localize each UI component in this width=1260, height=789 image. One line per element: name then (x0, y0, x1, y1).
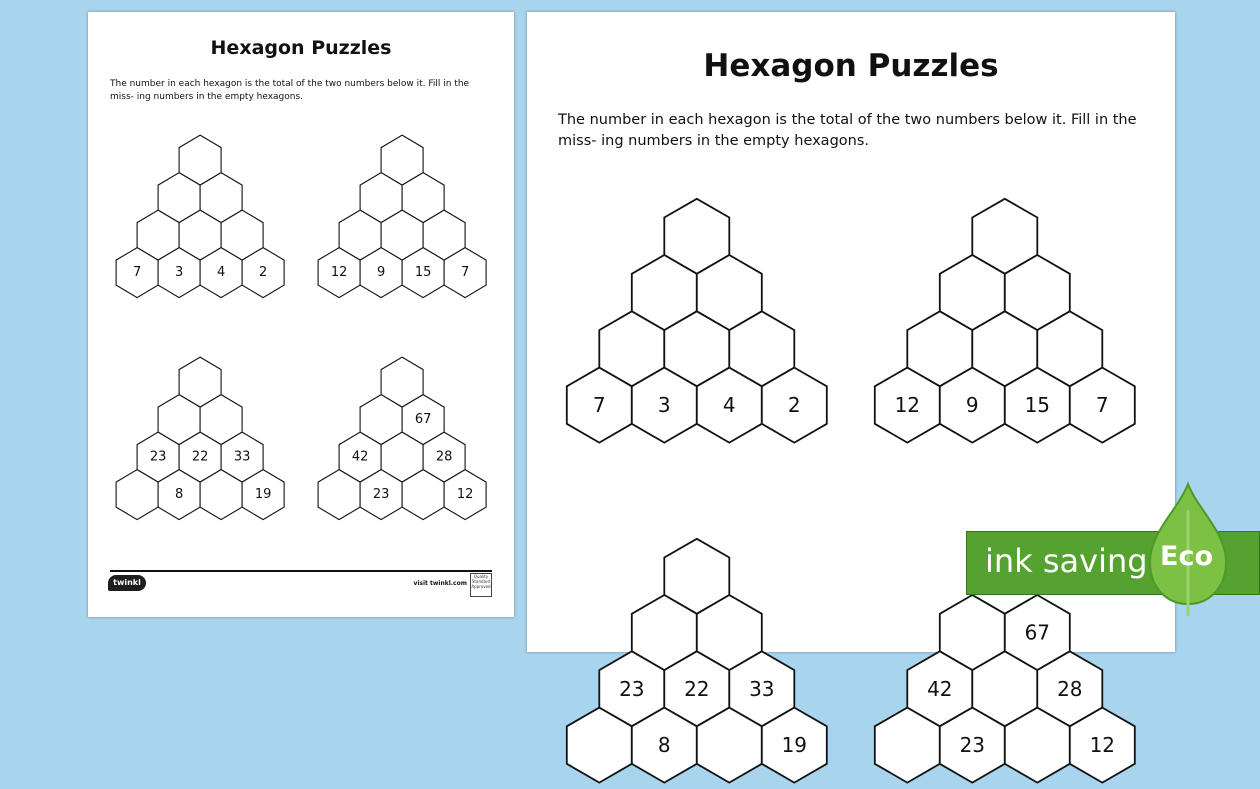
hexagon-value: 22 (191, 449, 209, 465)
hexagon-value: 33 (233, 449, 251, 465)
hexagon-value: 12 (1089, 733, 1116, 758)
hexagon-value: 28 (435, 449, 453, 465)
page-title: Hexagon Puzzles (210, 37, 392, 59)
hexagon-value: 19 (781, 733, 808, 758)
hexagon-value: 3 (174, 265, 184, 281)
quality-badge: Quality Standard Approved (470, 573, 492, 597)
hexagon-value: 7 (460, 265, 470, 281)
ink-saving-label: ink saving (985, 542, 1148, 580)
puzzle-2-zoomed (873, 197, 1143, 449)
puzzle-1 (115, 134, 290, 299)
hexagon-value: 8 (657, 733, 671, 758)
hexagon-value: 19 (254, 487, 272, 503)
hexagon-value: 42 (351, 449, 369, 465)
hexagon-value: 28 (1057, 676, 1083, 701)
hexagon-value: 2 (787, 393, 801, 418)
puzzle-3-zoomed (565, 537, 835, 789)
hexagon-value: 2 (258, 265, 268, 281)
hexagon-value: 23 (619, 676, 645, 701)
hexagon-value: 67 (414, 412, 432, 428)
hexagon-value: 4 (722, 393, 736, 418)
hexagon-value: 15 (1024, 393, 1051, 418)
puzzle-1-zoomed (565, 197, 835, 449)
twinkl-logo: twinkl (108, 575, 146, 591)
instructions-zoomed: The number in each hexagon is the total of the two numbers below it. Fill in the miss- ing numbers in the empty hexagons. (558, 112, 1137, 149)
eco-badge-label: Eco (1160, 541, 1213, 572)
hexagon-value: 3 (657, 393, 671, 418)
visit-link: visit twinkl.com (413, 580, 467, 587)
puzzle-4 (317, 356, 492, 521)
hexagon-value: 4 (216, 265, 226, 281)
hexagon-value: 67 (1024, 620, 1051, 645)
hexagon-value: 9 (376, 265, 386, 281)
puzzle-3 (115, 356, 290, 521)
worksheet-page-full (88, 12, 514, 617)
hexagon-value: 7 (1095, 393, 1109, 418)
hexagon-value: 22 (684, 676, 710, 701)
hexagon-value: 7 (132, 265, 142, 281)
hexagon-value: 12 (456, 487, 474, 503)
hexagon-value: 12 (330, 265, 348, 281)
hexagon-value: 7 (592, 393, 606, 418)
footer-divider (110, 570, 492, 572)
hexagon-value: 15 (414, 265, 432, 281)
page-title-zoomed: Hexagon Puzzles (703, 48, 999, 84)
puzzle-2 (317, 134, 492, 299)
hexagon-value: 23 (959, 733, 986, 758)
hexagon-value: 8 (174, 487, 184, 503)
hexagon-value: 9 (965, 393, 979, 418)
hexagon-value: 12 (894, 393, 921, 418)
hexagon-value: 23 (149, 449, 167, 465)
hexagon-value: 23 (372, 487, 390, 503)
instructions: The number in each hexagon is the total of the two numbers below it. Fill in the miss- ing numbers in the empty hexagons. (110, 79, 470, 102)
hexagon-value: 42 (927, 676, 953, 701)
hexagon-value: 33 (749, 676, 775, 701)
